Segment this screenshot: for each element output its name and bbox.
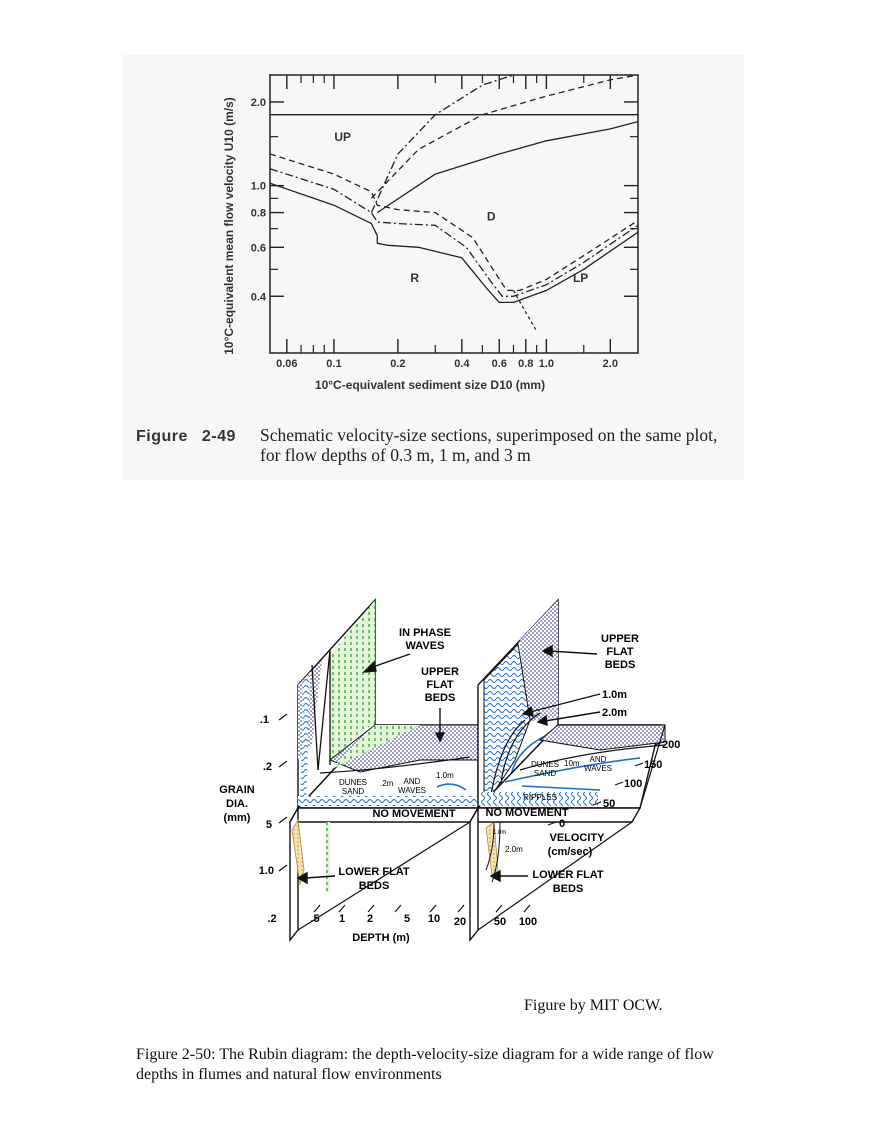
grain-tick: .2 [262,761,272,773]
grain-tick: .1 [259,714,269,726]
y-tick-label: 0.4 [250,291,266,304]
y-tick-label: 0.8 [250,207,266,220]
figure-credit: Figure by MIT OCW. [524,997,663,1014]
small-2m-label: 2.0m [505,845,523,854]
x-tick-label: 0.4 [454,358,470,370]
x-tick-label: 0.6 [491,358,507,370]
depth-tick: 100 [518,916,538,928]
depth-axis-ticks [314,905,530,912]
depth-tick: 50 [493,916,507,928]
y-tick-label: 2.0 [250,96,266,109]
caption-text: Schematic velocity-size sections, superimposed on the same plot, for flow depths of 0.3 m, 1 m, and 3 m [260,425,718,465]
lower-flat-beds-left-label: LOWER FLAT BEDS [338,866,410,892]
velocity-tick: 150 [644,759,663,771]
depth-tick: .2 [267,913,277,925]
curve-1m-label: 1.0m [602,689,628,701]
caption-label-number: 2-49 [201,428,236,445]
velocity-tick: 100 [624,778,643,790]
ripples-label: RIPPLES [523,793,557,802]
depth-tick: 1 [338,913,346,925]
grain-axis-ticks [279,714,287,871]
x-tick-label: 0.2 [390,358,406,370]
grain-tick: 1.0 [258,865,274,877]
depth-1m-left-label: 1.0m [436,771,454,780]
depth-tick: 10 [427,913,441,925]
small-1m-label: 1.0m [493,830,507,836]
dunes-sand-right-label: DUNES SAND [530,760,560,778]
and-waves-right-label: AND WAVES [583,755,613,773]
depth-02m-label: .2m [380,779,394,788]
region-label: UP [334,129,352,144]
and-waves-left-label: AND WAVES [397,777,427,795]
no-movement-right-label: NO MOVEMENT [485,807,569,819]
velocity-tick: 50 [603,798,616,810]
left-ripple-band [298,796,478,806]
region-label: LP [572,271,589,286]
depth-axis-label: DEPTH (m) [352,932,410,944]
x-tick-label: 0.1 [326,358,342,370]
grain-tick: 5 [265,819,272,831]
depth-10m-right-label: 10m [564,759,580,768]
x-tick-label: 1.0 [538,358,555,370]
x-tick-label: 0.8 [518,358,534,370]
velocity-axis-label: VELOCITY (cm/sec) [547,832,605,858]
x-tick-label: 0.06 [276,358,298,370]
upper-flat-beds-left-label: UPPER FLAT BEDS [421,666,459,704]
region-label: D [486,209,496,224]
grain-dia-label: GRAIN DIA. (mm) [219,784,255,824]
velocity-tick: 0 [559,818,566,830]
depth-tick: 20 [453,916,467,928]
region-label: R [410,271,420,286]
x-tick-label: 2.0 [602,358,618,370]
in-phase-waves-label: IN PHASE WAVES [399,627,451,652]
curve-2m-label: 2.0m [602,707,628,719]
no-movement-left-label: NO MOVEMENT [372,808,456,820]
upper-flat-beds-right-label: UPPER FLAT BEDS [601,633,639,671]
y-tick-label: 1.0 [250,180,266,193]
lower-flat-beds-right-label: LOWER FLAT BEDS [532,869,604,895]
depth-tick: 5 [403,913,411,925]
velocity-tick: 200 [662,739,681,751]
figure-2-50-caption: Figure 2-50: The Rubin diagram: the depth-velocity-size diagram for a wide range of flow depths in flumes and natural flow environments [136,1046,714,1083]
y-axis-label: 10°C-equivalent mean flow velocity U10 (m/s) [222,97,236,355]
dunes-sand-left-label: DUNES SAND [338,778,368,796]
y-tick-label: 0.6 [250,242,266,255]
depth-tick: 2 [366,913,374,925]
x-axis-label: 10°C-equivalent sediment size D10 (mm) [314,378,546,392]
caption-label-word: Figure [136,428,188,445]
depth-tick: .5 [310,913,320,925]
